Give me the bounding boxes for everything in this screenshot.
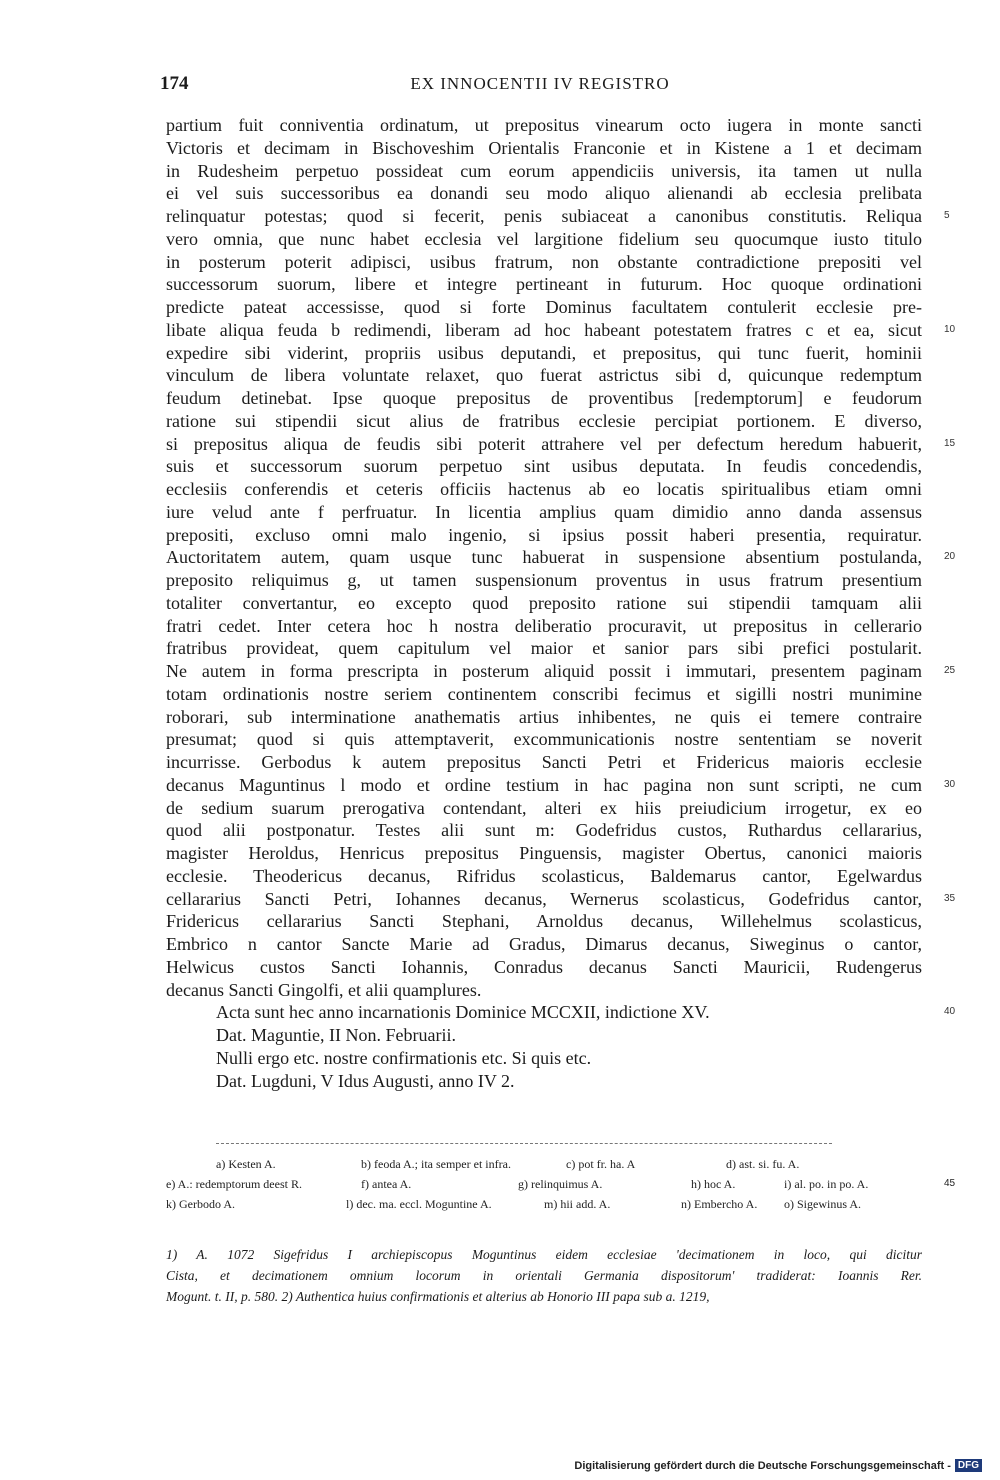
text-line [166,387,922,410]
dfg-logo: DFG [955,1459,982,1472]
line-text: Dat. Lugduni, V Idus Augusti, anno IV 2. [216,1070,515,1091]
text-line [166,205,950,228]
text-line [166,615,922,638]
line-number: 30 [944,778,956,790]
footnote-divider [216,1143,832,1144]
line-text: Fridericus cellararius Sancti Stephani, Arnoldus decanus, Willehelmus scolasticus, [166,911,922,932]
line-text: roborari, sub interminatione anathematis artius inhibentes, ne quis ei temere contraire [166,706,922,727]
text-line [166,1047,922,1070]
credit-text: Digitalisierung gefördert durch die Deutsche Forschungsgemeinschaft - [574,1459,951,1472]
variant-note: b) feoda A.; ita semper et infra. [361,1157,511,1171]
text-line [166,797,922,820]
text-line [166,160,922,183]
text-line [166,228,922,251]
variant-note: d) ast. si. fu. A. [726,1157,800,1171]
text-line [166,728,922,751]
line-text: successorum suorum, libere et integre pertineant in futurum. Hoc quoque ordinationi [166,274,922,295]
line-number: 15 [944,437,956,449]
text-line [166,501,922,524]
line-text: ei vel suis successoribus ea donandi seu modo aliquo alienandi ab ecclesia prelibata [166,183,922,204]
line-text: totam ordinationis nostre seriem continentem conscribi fecimus et sigilli nostri munimine [166,683,922,704]
text-line [166,137,922,160]
text-line [166,933,922,956]
footnote-line: 1) A. 1072 Sigefridus I archiepiscopus Moguntinus eidem ecclesiae 'decimationem in loco, qui dicitur [166,1247,922,1262]
line-text: ecclesie. Theodericus decanus, Rifridus scolasticus, Baldemarus cantor, Egelwardus [166,865,922,886]
line-text: ecclesiis conferendis et ceteris officiis hactenus ab eo locatis spiritualibus etiam omni [166,479,922,499]
line-text: totaliter convertantur, eo excepto quod preposito ratione sui stipendii tamquam alii [166,592,922,613]
variant-note: a) Kesten A. [216,1157,276,1171]
line-text: Ne autem in forma prescripta in posterum aliquid possit i immutari, presentem paginam [166,661,922,681]
variant-note: h) hoc A. [691,1177,736,1191]
variant-note: o) Sigewinus A. [784,1197,862,1211]
line-text: vero omnia, que nunc habet ecclesia vel largitione fidelium seu quocumque iusto titulo [166,228,922,249]
text-line [166,478,922,501]
running-title: EX INNOCENTII IV REGISTRO [410,74,670,93]
line-text: de sedium suarum prerogativa contendant, alteri ex hiis preiudicium irrogetur, ex eo [166,797,922,818]
footnote-line: Mogunt. t. II, p. 580. 2) Authentica huius confirmationis et alterius ab Honorio III papa sub a. 1219, [166,1289,710,1304]
line-text: Nulli ergo etc. nostre confirmationis etc. Si quis etc. [216,1047,592,1068]
line-text: fratri cedet. Inter cetera hoc h nostra deliberatio procuravit, ut prepositus in cellerario [166,615,922,636]
variant-note: n) Embercho A. [681,1197,758,1211]
text-line [166,774,956,797]
variant-note-row [166,1174,956,1194]
line-text: decanus Maguntinus l modo et ordine testium in hac pagina non sunt scripti, ne cum [166,774,922,795]
variant-note-row [166,1194,922,1214]
line-number: 40 [944,1006,956,1018]
variant-note: i) al. po. in po. A. [784,1177,869,1191]
line-text: partium fuit conniventia ordinatum, ut prepositus vinearum octo iugera in monte sancti [166,115,922,135]
line-text: relinquatur potestas; quod si fecerit, penis subiaceat a canonibus constitutis. Reliqua [166,206,922,226]
text-line [166,273,922,296]
text-line [166,569,922,592]
page-header [160,73,920,101]
line-text: Embrico n cantor Sancte Marie ad Gradus, Dimarus decanus, Siweginus o cantor, [166,934,922,954]
line-text: Acta sunt hec anno incarnationis Dominice MCCXII, indictione XV. [216,1002,710,1023]
footnotes [166,1244,922,1307]
line-text: feudum detinebat. Ipse quoque prepositus de proventibus [redemptorum] e feudorum [166,388,922,408]
line-text: quod alii postponatur. Testes alii sunt m: Godefridus custos, Ruthardus cellararius, [166,820,922,841]
text-line [166,956,922,979]
text-line [166,1070,922,1093]
line-text: vinculum de libera voluntate relaxet, quo fuerat astrictus sibi d, quicunque redemptum [166,365,922,386]
line-number: 20 [944,551,956,563]
line-text: decanus Sancti Gingolfi, et alii quamplures. [166,979,482,1000]
line-text: Auctoritatem autem, quam usque tunc habuerat in suspensione absentium postulanda, [166,547,922,568]
text-line [166,637,922,660]
text-line [166,455,922,478]
text-line [166,865,922,888]
line-text: preposito reliquimus g, ut tamen suspensionum proventus in usus fratrum presentium [166,570,922,590]
line-text: expedire sibi viderint, propriis usibus deputandi, et prepositus, qui tunc fuerit, hominii [166,342,922,363]
text-line [166,751,922,774]
text-line [166,910,922,933]
line-text: Helwicus custos Sancti Iohannis, Conradus decanus Sancti Mauricii, Rudengerus [166,956,922,977]
text-line [166,1001,956,1024]
text-line [166,251,922,274]
line-number: 45 [944,1178,956,1189]
line-text: in posterum poterit adipisci, usibus fratrum, non obstante contradictione prepositi vel [166,251,922,272]
text-line [166,524,922,547]
text-line [166,592,922,615]
footnote-line: Cista, et decimationem omnium locorum in orientali Germania dispositorum' tradiderat: Ioannis Rer. [166,1268,922,1283]
line-number: 25 [944,665,956,676]
variant-note-row [166,1154,922,1174]
line-number: 10 [944,323,956,335]
line-text: iure velud ante f perfruatur. In licentia amplius quam dimidio anno danda assensus [166,501,922,522]
text-line [166,342,922,365]
page-number: 174 [160,73,189,94]
line-text: Victoris et decimam in Bischoveshim Orientalis Franconie et in Kistene a 1 et decimam [166,137,922,158]
line-text: cellararius Sancti Petri, Iohannes decanus, Wernerus scolasticus, Godefridus cantor, [166,888,922,909]
line-text: si prepositus aliqua de feudis sibi poterit attrahere vel per defectum heredum habuerit, [166,433,922,454]
text-line [166,979,922,1002]
line-text: fratribus provideat, quem capitulum vel maior et sanior pars sibi prefici postularit. [166,638,922,659]
text-line [166,888,956,911]
line-number: 35 [944,892,956,904]
text-line [166,319,956,342]
line-text: predicte pateat accessisse, quod si forte Dominus facultatem contulerit ecclesie pre- [166,297,922,317]
line-number: 5 [944,210,950,221]
variant-note: g) relinquimus A. [518,1177,603,1191]
line-text: in Rudesheim perpetuo possideat cum eorum appendiciis universis, ita tamen ut nulla [166,160,922,181]
line-text: Dat. Maguntie, II Non. Februarii. [216,1025,456,1045]
variant-note: c) pot fr. ha. A [566,1157,636,1171]
variant-note: m) hii add. A. [544,1197,611,1211]
line-text: libate aliqua feuda b redimendi, liberam ad hoc habeant potestatem fratres c et ea, sicut [166,319,922,340]
variant-note: e) A.: redemptorum deest R. [166,1177,302,1191]
line-text: magister Heroldus, Henricus prepositus Pinguensis, magister Obertus, canonici maioris [166,843,922,863]
text-line [166,842,922,865]
text-line [166,1024,922,1047]
variant-note: l) dec. ma. eccl. Moguntine A. [346,1197,492,1211]
text-line [166,819,922,842]
line-text: incurrisse. Gerbodus k autem prepositus Sancti Petri et Fridericus maioris ecclesie [166,752,922,772]
text-line [166,114,922,137]
text-line [166,433,956,456]
variant-note: f) antea A. [361,1177,412,1191]
body-text [166,114,956,1092]
text-line [166,706,922,729]
variant-note: k) Gerbodo A. [166,1197,235,1211]
text-line [166,660,956,683]
text-line [166,546,956,569]
text-line [166,683,922,706]
line-text: suis et successorum suorum perpetuo sint usibus deputata. In feudis concedendis, [166,456,922,477]
line-text: presumat; quod si quis attemptaverit, excommunicationis nostre sententiam se noverit [166,729,922,750]
line-text: prepositi, excluso omni malo ingenio, si ipsius possit haberi presentia, requiratur. [166,524,922,545]
text-line [166,410,922,433]
text-line [166,182,922,205]
variant-notes [166,1154,956,1214]
digitization-credit [574,1459,982,1472]
text-line [166,364,922,387]
line-text: ratione sui stipendii sicut alius de fratribus ecclesie percipiat portionem. E diverso, [166,410,922,431]
text-line [166,296,922,319]
